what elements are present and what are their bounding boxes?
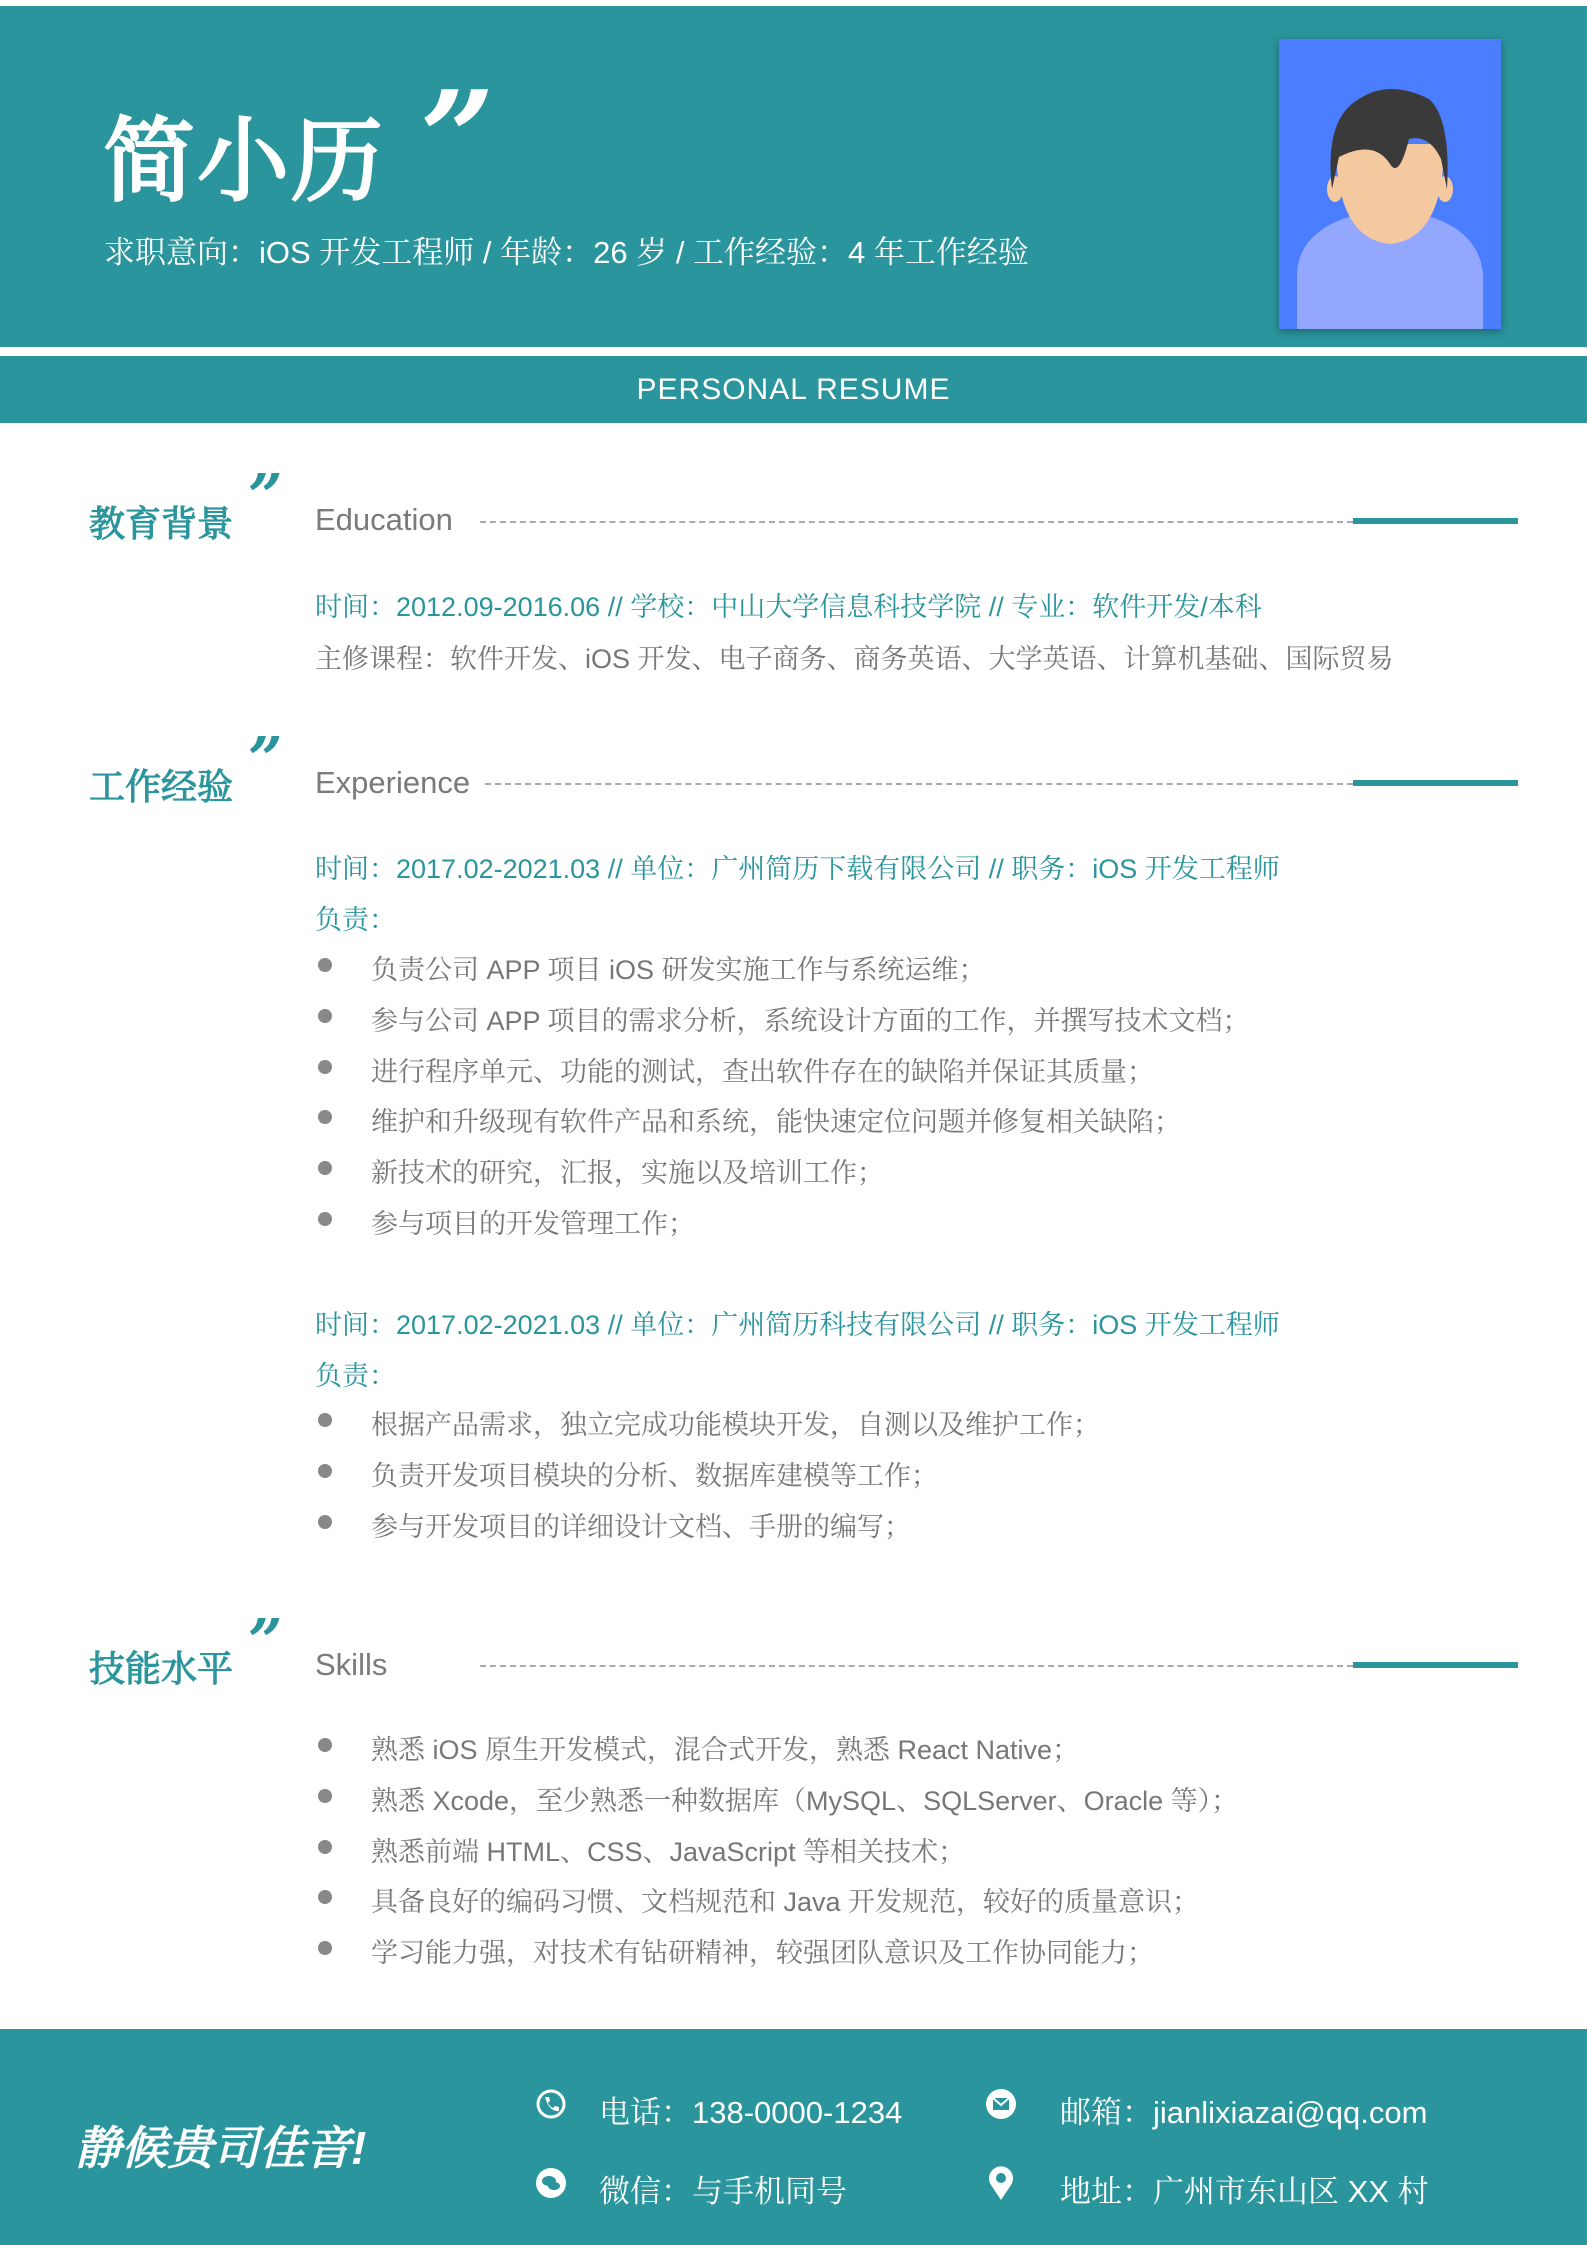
bullet-dot-icon bbox=[318, 1890, 332, 1904]
list-item: 参与开发项目的详细设计文档、手册的编写； bbox=[371, 1511, 911, 1542]
job-intention: 求职意向：iOS 开发工程师 / 年龄：26 岁 / 工作经验：4 年工作经验 bbox=[104, 235, 1029, 270]
list-item: 维护和升级现有软件产品和系统，能快速定位问题并修复相关缺陷； bbox=[371, 1107, 1181, 1138]
list-item: 负责开发项目模块的分析、数据库建模等工作； bbox=[371, 1460, 938, 1491]
avatar-photo bbox=[1279, 39, 1501, 329]
contact-address: 地址：广州市东山区 XX 村 bbox=[1060, 2174, 1429, 2209]
list-item: 具备良好的编码习惯、文档规范和 Java 开发规范，较好的质量意识； bbox=[371, 1887, 1200, 1918]
divider-accent-bar bbox=[1353, 1662, 1518, 1668]
bullet-dot-icon bbox=[318, 1161, 332, 1175]
divider-dashed bbox=[480, 1665, 1353, 1667]
resume-name: 简小历 bbox=[103, 111, 386, 213]
list-item: 参与项目的开发管理工作； bbox=[371, 1209, 695, 1239]
bullet-dot-icon bbox=[318, 1515, 332, 1529]
list-item: 熟悉 iOS 原生开发模式，混合式开发，熟悉 React Native； bbox=[371, 1735, 1080, 1765]
divider-dashed bbox=[480, 521, 1353, 523]
bullet-dot-icon bbox=[318, 958, 332, 972]
contact-email[interactable]: 邮箱：jianlixiazai@qq.com bbox=[1060, 2095, 1428, 2130]
bullet-dot-icon bbox=[318, 1738, 332, 1752]
bullet-dot-icon bbox=[318, 1941, 332, 1955]
bullet-dot-icon bbox=[318, 1840, 332, 1854]
section-subtitle-experience: Experience bbox=[315, 765, 471, 800]
section-subtitle-skills: Skills bbox=[315, 1647, 388, 1682]
bullet-dot-icon bbox=[318, 1009, 332, 1023]
list-item: 负责公司 APP 项目 iOS 研发实施工作与系统运维； bbox=[371, 955, 986, 985]
contact-wechat: 微信：与手机同号 bbox=[599, 2174, 847, 2209]
education-details: 时间：2012.09-2016.06 // 学校：中山大学信息科技学院 // 专业：软件开发/本科 bbox=[315, 592, 1262, 622]
list-item: 参与公司 APP 项目的需求分析，系统设计方面的工作，并撰写技术文档； bbox=[371, 1005, 1250, 1036]
section-subtitle-education: Education bbox=[315, 502, 453, 537]
bullet-dot-icon bbox=[318, 1789, 332, 1803]
duty-label: 负责： bbox=[315, 1361, 396, 1391]
list-item: 熟悉 Xcode，至少熟悉一种数据库（MySQL、SQLServer、Oracle 等）； bbox=[371, 1785, 1239, 1816]
quote-mark-icon: ” bbox=[248, 725, 283, 795]
job-header: 时间：2017.02-2021.03 // 单位：广州简历科技有限公司 // 职务：iOS 开发工程师 bbox=[315, 1310, 1280, 1340]
divider-accent-bar bbox=[1353, 780, 1518, 786]
quote-mark-icon: ” bbox=[248, 462, 283, 532]
bullet-dot-icon bbox=[318, 1464, 332, 1478]
footer-slogan: 静候贵司佳音! bbox=[75, 2122, 367, 2174]
quote-mark-icon: ” bbox=[248, 1607, 283, 1677]
bullet-dot-icon bbox=[318, 1212, 332, 1226]
section-title-skills: 技能水平 bbox=[89, 1648, 234, 1689]
job-header: 时间：2017.02-2021.03 // 单位：广州简历下载有限公司 // 职务：iOS 开发工程师 bbox=[315, 854, 1280, 884]
personal-resume-band: PERSONAL RESUME bbox=[0, 356, 1587, 423]
contact-phone: 电话：138-0000-1234 bbox=[599, 2095, 903, 2130]
bullet-dot-icon bbox=[318, 1060, 332, 1074]
list-item: 学习能力强，对技术有钻研精神，较强团队意识及工作协同能力； bbox=[371, 1938, 1154, 1969]
section-title-experience: 工作经验 bbox=[89, 766, 234, 807]
bullet-dot-icon bbox=[318, 1110, 332, 1124]
list-item: 新技术的研究，汇报，实施以及培训工作； bbox=[371, 1158, 884, 1189]
duty-label: 负责： bbox=[315, 905, 396, 935]
section-title-education: 教育背景 bbox=[89, 503, 234, 544]
list-item: 进行程序单元、功能的测试，查出软件存在的缺陷并保证其质量； bbox=[371, 1056, 1154, 1087]
divider-accent-bar bbox=[1353, 518, 1518, 524]
education-courses: 主修课程：软件开发、iOS 开发、电子商务、商务英语、大学英语、计算机基础、国际贸易 bbox=[315, 644, 1394, 674]
wechat-icon bbox=[535, 2167, 567, 2199]
location-pin-icon bbox=[987, 2165, 1019, 2197]
phone-icon bbox=[535, 2088, 567, 2120]
quote-mark-icon: ” bbox=[420, 62, 495, 215]
divider-dashed bbox=[485, 783, 1353, 785]
bullet-dot-icon bbox=[318, 1413, 332, 1427]
list-item: 根据产品需求，独立完成功能模块开发，自测以及维护工作； bbox=[371, 1410, 1100, 1440]
list-item: 熟悉前端 HTML、CSS、JavaScript 等相关技术； bbox=[371, 1836, 966, 1867]
email-icon bbox=[985, 2088, 1017, 2120]
